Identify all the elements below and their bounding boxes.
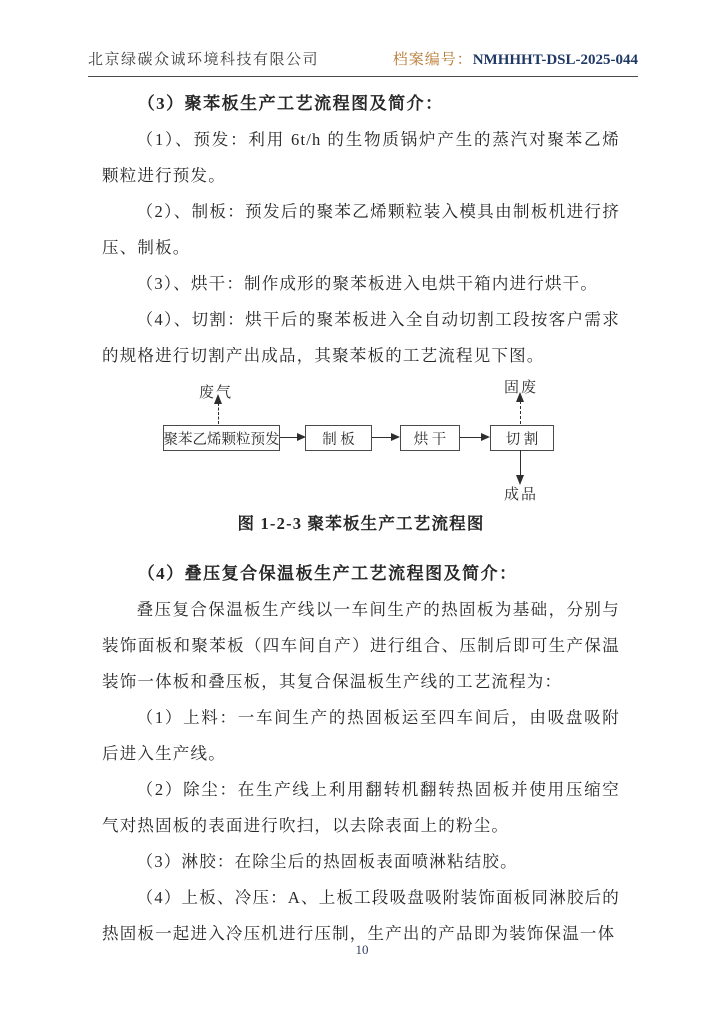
paragraph-laminated-intro: 叠压复合保温板生产线以一车间生产的热固板为基础，分别与装饰面板和聚苯板（四车间自产）进行组合、压制后即可生产保温装饰一体板和叠压板，其复合保温板生产线的工艺流程为： bbox=[102, 600, 620, 691]
dashed-arrow-up-icon bbox=[520, 401, 521, 424]
arrow-right-icon bbox=[280, 437, 304, 438]
flow-box-dry: 烘 干 bbox=[400, 425, 460, 451]
company-name: 北京绿碳众诚环境科技有限公司 bbox=[88, 52, 320, 68]
archive-number bbox=[393, 48, 638, 69]
document-body bbox=[102, 72, 620, 952]
flow-box-board: 制 板 bbox=[305, 425, 372, 451]
arrow-down-icon bbox=[520, 450, 521, 476]
paragraph-dedusting: （2）除尘：在生产线上利用翻转机翻转热固板并使用压缩空气对热固板的表面进行吹扫，以去除表面上的粉尘。 bbox=[102, 780, 620, 835]
section-heading-laminated: （4）叠压复合保温板生产工艺流程图及简介： bbox=[137, 564, 518, 583]
flow-box-prefoam: 聚苯乙烯颗粒预发 bbox=[163, 425, 280, 451]
section-heading-polystyrene: （3）聚苯板生产工艺流程图及简介： bbox=[137, 94, 444, 113]
solid-waste-label: 固废 bbox=[504, 380, 539, 396]
paragraph-drying: （3）、烘干：制作成形的聚苯板进入电烘干箱内进行烘干。 bbox=[136, 274, 599, 293]
process-flow-diagram bbox=[102, 374, 620, 506]
waste-gas-label: 废气 bbox=[199, 385, 234, 401]
arrow-right-icon bbox=[460, 437, 488, 438]
paragraph-gluing: （3）淋胶：在除尘后的热固板表面喷淋粘结胶。 bbox=[136, 852, 518, 871]
page-number: 10 bbox=[355, 942, 369, 957]
paragraph-board-making: （2）、制板：预发后的聚苯乙烯颗粒装入模具由制板机进行挤压、制板。 bbox=[102, 202, 620, 257]
flow-box-cut: 切 割 bbox=[490, 425, 554, 451]
archive-number-value: NMHHHT-DSL-2025-044 bbox=[472, 52, 638, 68]
paragraph-prefoam: （1）、预发：利用 6t/h 的生物质锅炉产生的蒸汽对聚苯乙烯颗粒进行预发。 bbox=[102, 130, 620, 185]
figure-caption: 图 1-2-3 聚苯板生产工艺流程图 bbox=[237, 514, 485, 533]
arrow-right-icon bbox=[372, 437, 398, 438]
page-footer bbox=[0, 942, 724, 958]
paragraph-loading: （1）上料：一车间生产的热固板运至四车间后，由吸盘吸附后进入生产线。 bbox=[102, 708, 620, 763]
product-label: 成品 bbox=[504, 487, 539, 503]
dashed-arrow-up-icon bbox=[218, 403, 219, 424]
paragraph-cold-pressing: （4）上板、冷压：A、上板工段吸盘吸附装饰面板同淋胶后的热固板一起进入冷压机进行压制，生产出的产品即为装饰保温一体 bbox=[102, 888, 620, 943]
paragraph-cutting: （4）、切割：烘干后的聚苯板进入全自动切割工段按客户需求的规格进行切割产出成品，其聚苯板的工艺流程见下图。 bbox=[102, 310, 620, 365]
archive-number-label: 档案编号： bbox=[392, 52, 473, 68]
